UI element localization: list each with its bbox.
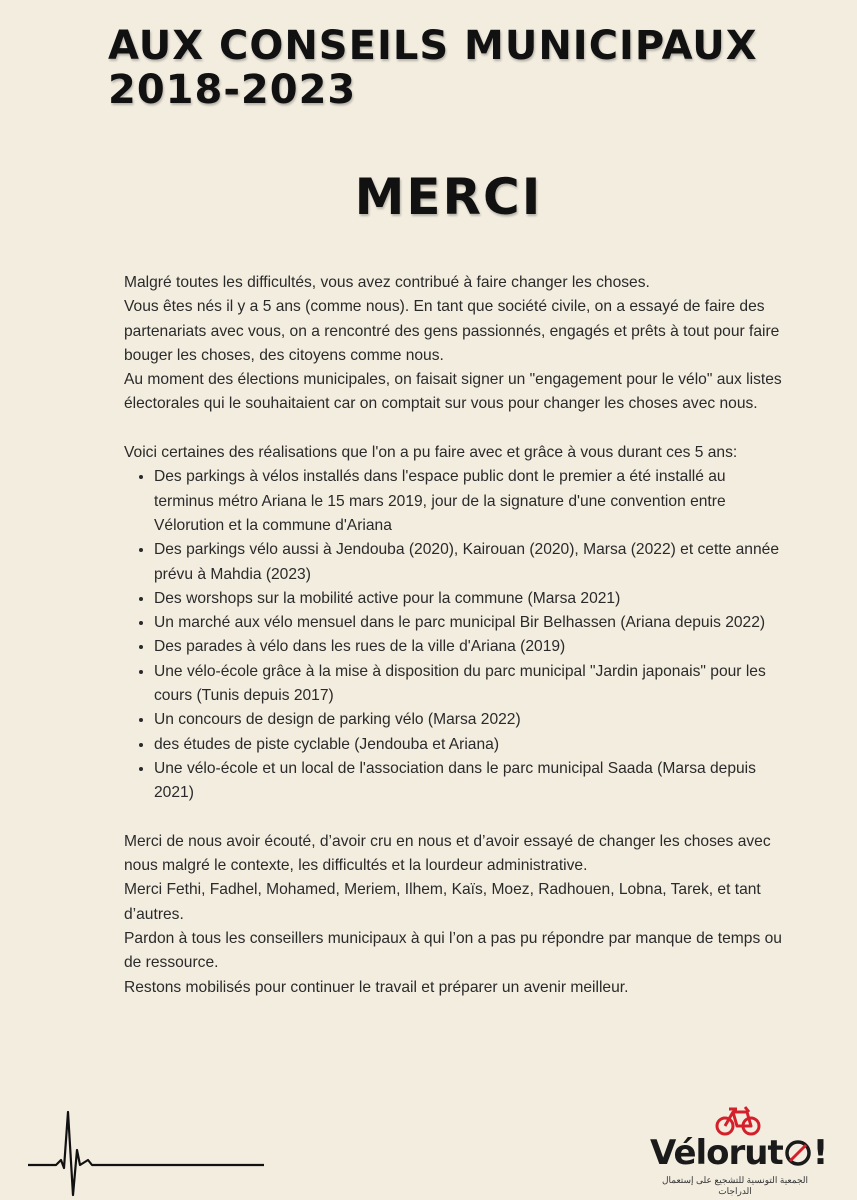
list-item: • Un marché aux vélo mensuel dans le parc municipal Bir Belhassen (Ariana depuis 2022): [154, 611, 784, 635]
closing-paragraph-4: Restons mobilisés pour continuer le travail et préparer un avenir meilleur.: [124, 978, 629, 996]
intro-paragraph-1: Malgré toutes les difficultés, vous avez contribué à faire changer les choses.: [124, 274, 650, 291]
velorution-logo: [645, 1103, 830, 1196]
intro-paragraph-2: Vous êtes nés il y a 5 ans (comme nous). En tant que société civile, on a essayé de faire des partenariats avec vous, on a rencontré des gens passionnés, engagés et prêts à tout pour faire bouger les choses, des citoyens comme nous.: [124, 298, 780, 364]
heartbeat-line-icon: [28, 1110, 268, 1200]
bicycle-icon: [715, 1103, 761, 1137]
intro-paragraph-3: Au moment des élections municipales, on faisait signer un "engagement pour le vélo" aux listes électorales qui le souhaitaient car on comptait sur vous pour changer les choses avec nous.: [124, 371, 782, 413]
list-item: • Des parkings à vélos installés dans l'espace public dont le premier a été installé au terminus métro Ariana le 15 mars 2019, jour de la signature d'une convention entre Vélorution et la commune d'Ariana: [154, 465, 784, 538]
list-item: • Des parkings vélo aussi à Jendouba (2020), Kairouan (2020), Marsa (2022) et cette année prévu à Mahdia (2023): [154, 538, 784, 587]
letter-body: [124, 271, 784, 1000]
achievements-list: [124, 465, 784, 805]
page-title: [108, 24, 828, 112]
logo-wordmark: Vélorut !: [650, 1133, 828, 1173]
closing-paragraph-1: Merci de nous avoir écouté, d’avoir cru en nous et d’avoir essayé de changer les choses avec nous malgré le contexte, les difficultés et la lourdeur administrative.: [124, 832, 771, 875]
list-item: • Un concours de design de parking vélo (Marsa 2022): [154, 708, 784, 732]
list-intro: Voici certaines des réalisations que l'on a pu faire avec et grâce à vous durant ces 5 ans:: [124, 444, 738, 462]
list-item: • des études de piste cyclable (Jendouba et Ariana): [154, 733, 784, 757]
title-line-2: 2018-2023: [108, 67, 357, 113]
merci-heading: MERCI: [354, 168, 543, 226]
closing-paragraph-3: Pardon à tous les conseillers municipaux à qui l’on a pas pu répondre par manque de temps ou de ressource.: [124, 930, 782, 972]
logo-subtitle: الجمعية التونسية للتشجيع على إستعمال الدراجات: [661, 1175, 809, 1196]
list-item: • Des parades à vélo dans les rues de la ville d'Ariana (2019): [154, 635, 784, 659]
closing-paragraph-2: Merci Fethi, Fadhel, Mohamed, Meriem, Ilhem, Kaïs, Moez, Radhouen, Lobna, Tarek, et tant d’autres.: [124, 881, 761, 923]
title-line-1: AUX CONSEILS MUNICIPAUX: [108, 23, 758, 69]
list-item: • Une vélo-école et un local de l'association dans le parc municipal Saada (Marsa depuis 2021): [154, 757, 784, 806]
list-item: • Une vélo-école grâce à la mise à disposition du parc municipal "Jardin japonais" pour les cours (Tunis depuis 2017): [154, 660, 784, 709]
list-item: • Des worshops sur la mobilité active pour la commune (Marsa 2021): [154, 587, 784, 611]
gear-icon: [783, 1138, 813, 1168]
